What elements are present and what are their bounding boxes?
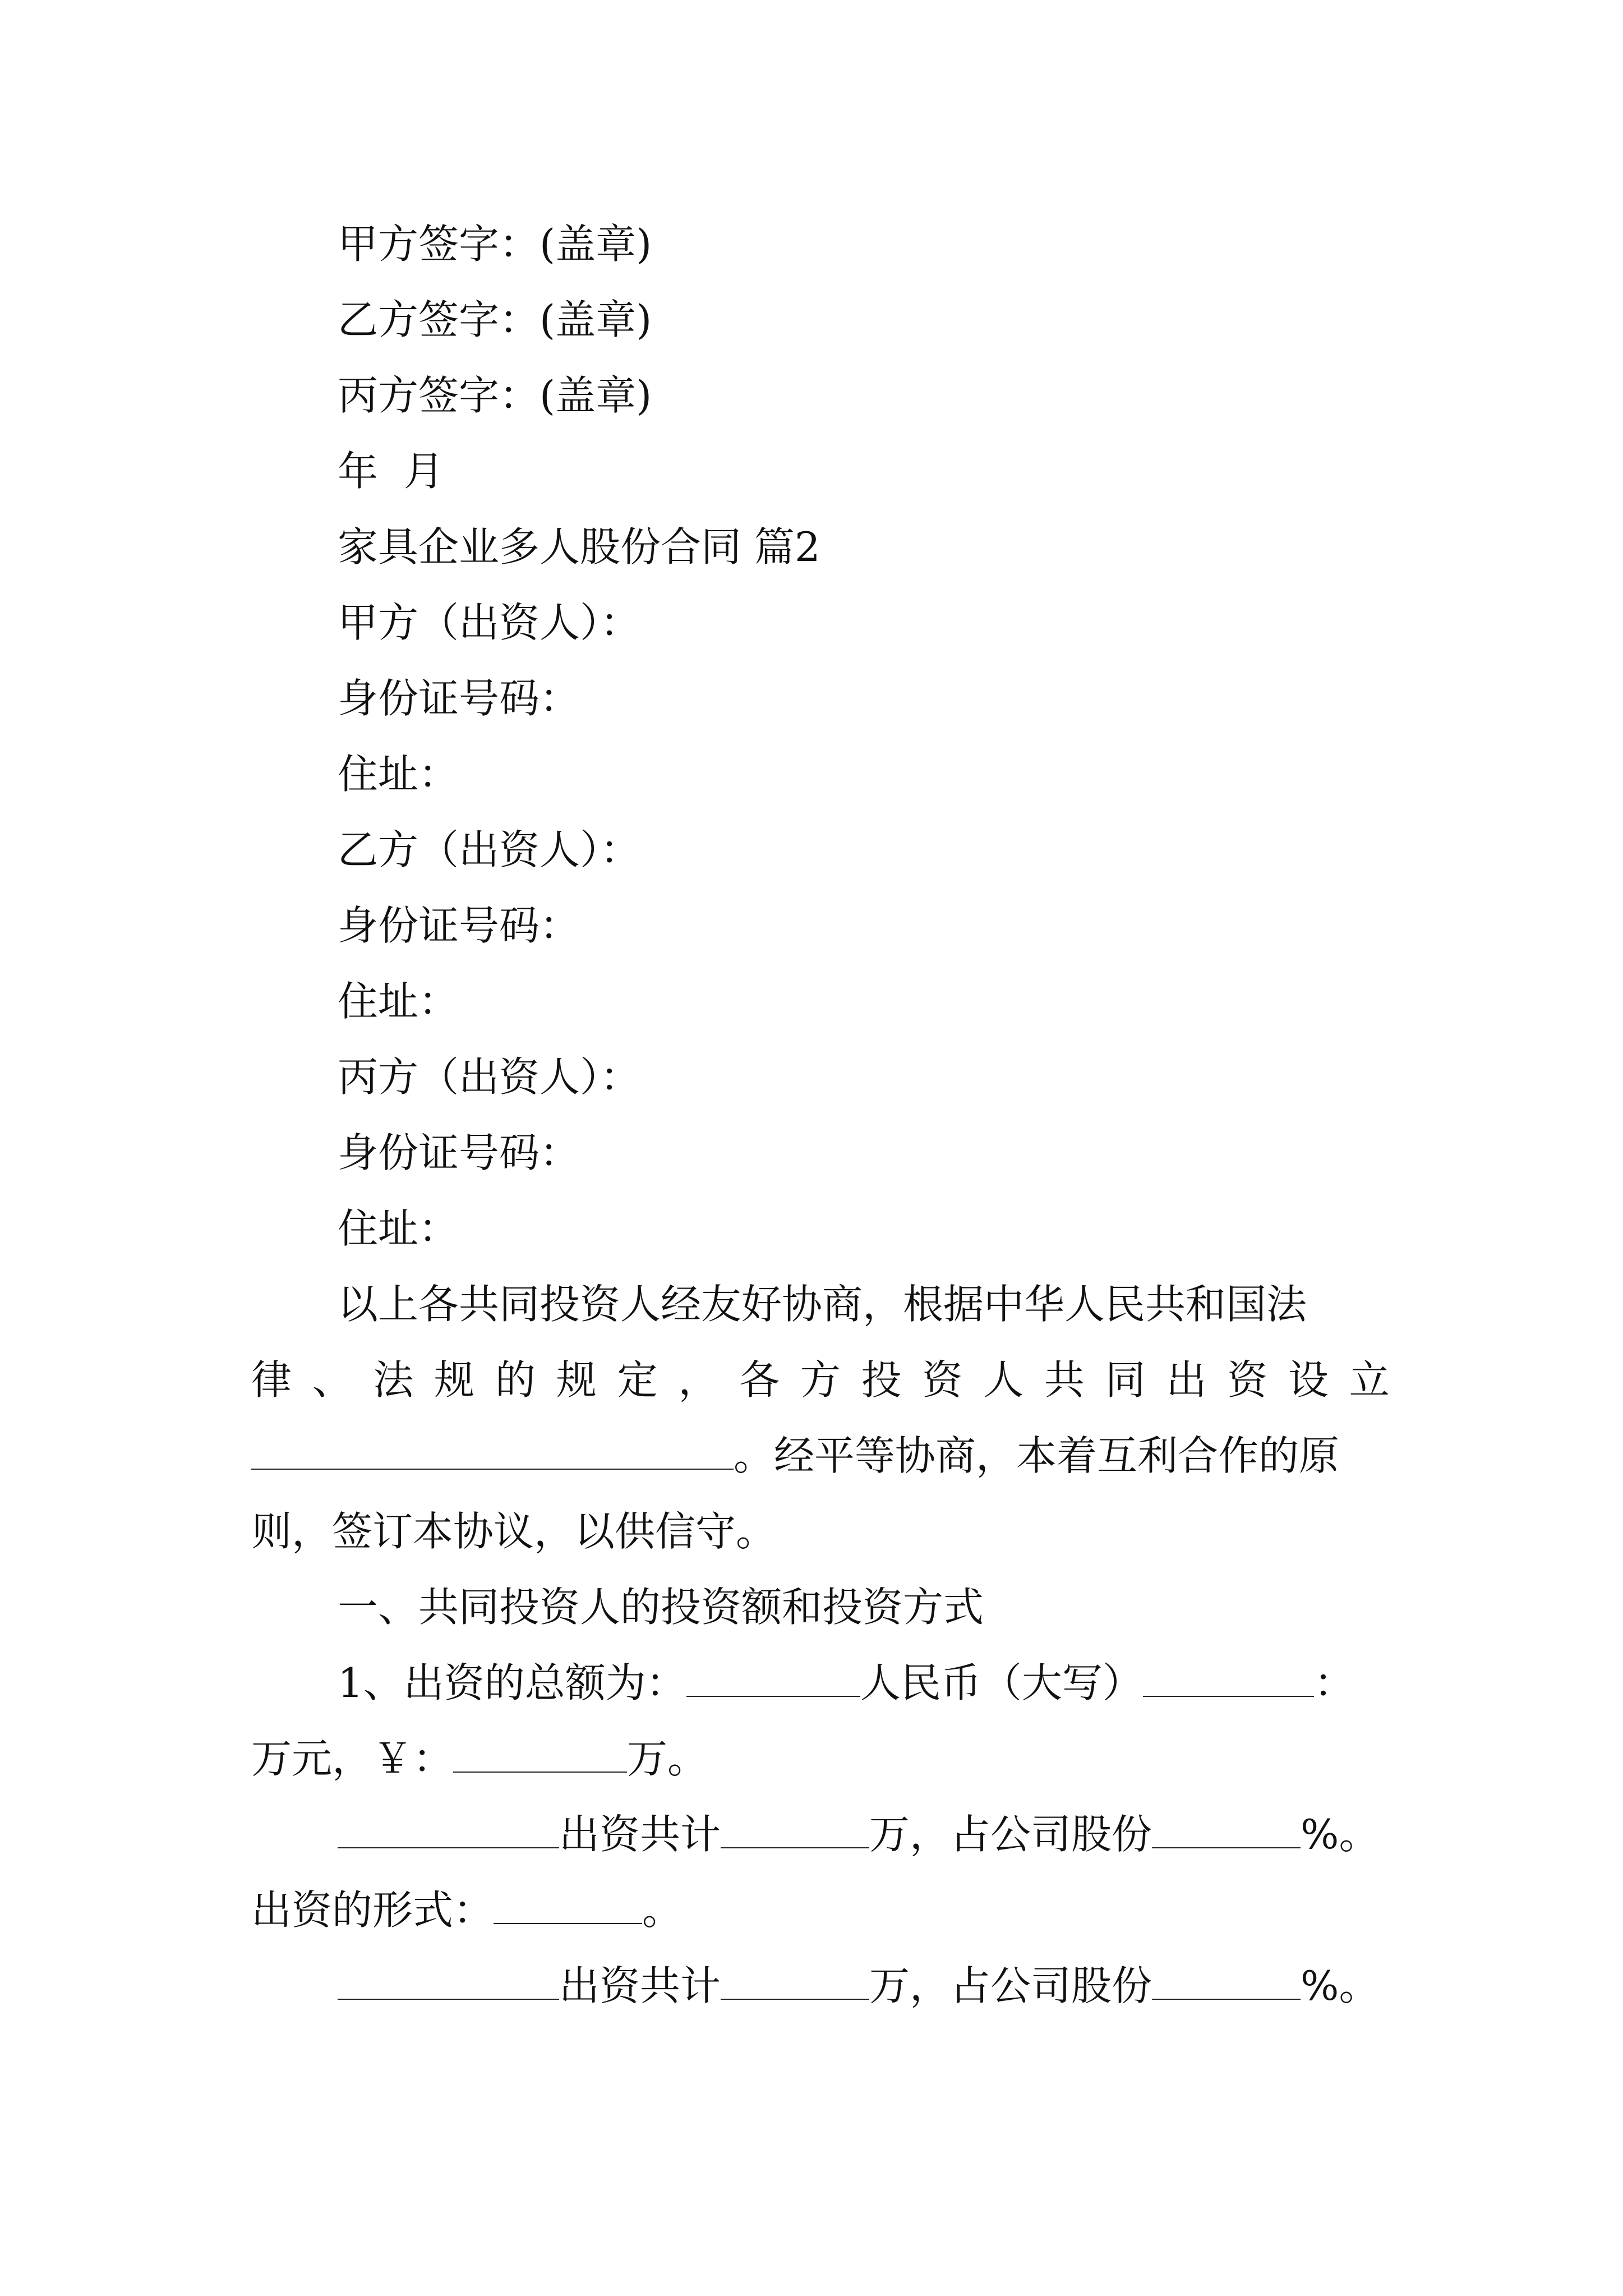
wan-label: 万。	[627, 1735, 708, 1782]
contrib-total-label: 出资共计	[559, 1811, 721, 1858]
yuan-amount-blank	[453, 1737, 627, 1773]
intro-line-2-char: 人	[983, 1356, 1024, 1404]
contributor-name-blank-2	[338, 1964, 559, 2000]
party-b-label: 乙方（出资人）：	[338, 826, 641, 873]
contrib-share-blank-1	[1152, 1812, 1301, 1848]
contribution-form-line-1	[251, 1882, 683, 1938]
intro-paragraph-line-3	[251, 1428, 1339, 1484]
contrib-share-label: 万，占公司股份	[869, 1811, 1152, 1858]
contrib-form-blank-1	[494, 1888, 642, 1924]
company-name-blank	[251, 1434, 734, 1470]
intro-line-2-char: 资	[922, 1356, 963, 1404]
contrib-share-blank-2	[1152, 1964, 1301, 2000]
party-a-id-field: 身份证号码：	[338, 675, 580, 722]
intro-line-2-char: 资	[1227, 1356, 1268, 1404]
contrib-share-label: 万，占公司股份	[869, 1962, 1152, 2009]
rmb-capital-label: 人民币（大写）	[860, 1659, 1143, 1706]
intro-line-2-char: 规	[434, 1356, 475, 1404]
yuan-label: 万元，￥：	[251, 1735, 454, 1782]
clause-1-item-1	[338, 1655, 1354, 1711]
signature-party-c: 丙方签字：(盖章)	[338, 372, 652, 419]
intro-line-2-char: 法	[373, 1356, 414, 1404]
period-text: 。	[642, 1887, 683, 1934]
party-c-address-field: 住址：	[338, 1205, 459, 1252]
intro-line-2-char: 方	[800, 1356, 841, 1404]
contrib-total-label: 出资共计	[559, 1962, 721, 2009]
intro-line-2-char: ，	[678, 1356, 719, 1404]
signature-party-a: 甲方签字：(盖章)	[338, 220, 652, 268]
party-b-id-field: 身份证号码：	[338, 902, 580, 949]
clause-1-item-1-line-2	[251, 1731, 708, 1787]
party-a-label: 甲方（出资人）：	[338, 599, 641, 646]
total-amount-blank	[686, 1661, 860, 1697]
signature-date: 年 月	[338, 448, 444, 495]
party-a-address-field: 住址：	[338, 751, 459, 798]
intro-paragraph-line-2	[251, 1352, 1390, 1408]
party-c-id-field: 身份证号码：	[338, 1129, 580, 1176]
section-title: 家具企业多人股份合同 篇2	[338, 523, 820, 570]
contributor-name-blank-1	[338, 1812, 559, 1848]
contribution-line-2	[338, 1958, 1379, 2014]
party-c-label: 丙方（出资人）：	[338, 1053, 641, 1101]
intro-line-2-char: 定	[617, 1356, 658, 1404]
contribution-line-1	[338, 1806, 1379, 1862]
intro-paragraph-line-4: 则，签订本协议，以供信守。	[251, 1508, 777, 1555]
intro-line-2-char: 、	[312, 1356, 353, 1404]
intro-line-2-char: 出	[1166, 1356, 1207, 1404]
contrib-form-label: 出资的形式：	[251, 1887, 494, 1934]
intro-line-2-char: 律	[251, 1356, 292, 1404]
percent-text: %。	[1301, 1962, 1380, 2009]
intro-line-2-char: 各	[739, 1356, 780, 1404]
clause-1-heading: 一、共同投资人的投资额和投资方式	[338, 1584, 984, 1631]
intro-line-2-char: 同	[1105, 1356, 1146, 1404]
intro-line-2-char: 共	[1044, 1356, 1085, 1404]
intro-line-2-char: 立	[1349, 1356, 1390, 1404]
percent-text: %。	[1301, 1811, 1380, 1858]
party-b-address-field: 住址：	[338, 978, 459, 1025]
contrib-amount-blank-1	[721, 1812, 869, 1848]
intro-paragraph-line-1: 以上各共同投资人经友好协商，根据中华人民共和国法	[338, 1281, 1307, 1328]
signature-party-b: 乙方签字：(盖章)	[338, 296, 652, 343]
intro-line-2-char: 设	[1288, 1356, 1329, 1404]
contrib-amount-blank-2	[721, 1964, 869, 2000]
rmb-capital-blank	[1143, 1661, 1314, 1697]
intro-line-2-char: 的	[495, 1356, 536, 1404]
intro-line-3-text: 。经平等协商，本着互利合作的原	[734, 1432, 1340, 1479]
total-amount-label: 1、出资的总额为：	[338, 1659, 686, 1706]
intro-line-2-char: 投	[861, 1356, 902, 1404]
intro-line-2-char: 规	[556, 1356, 597, 1404]
colon-text: ：	[1313, 1659, 1354, 1706]
